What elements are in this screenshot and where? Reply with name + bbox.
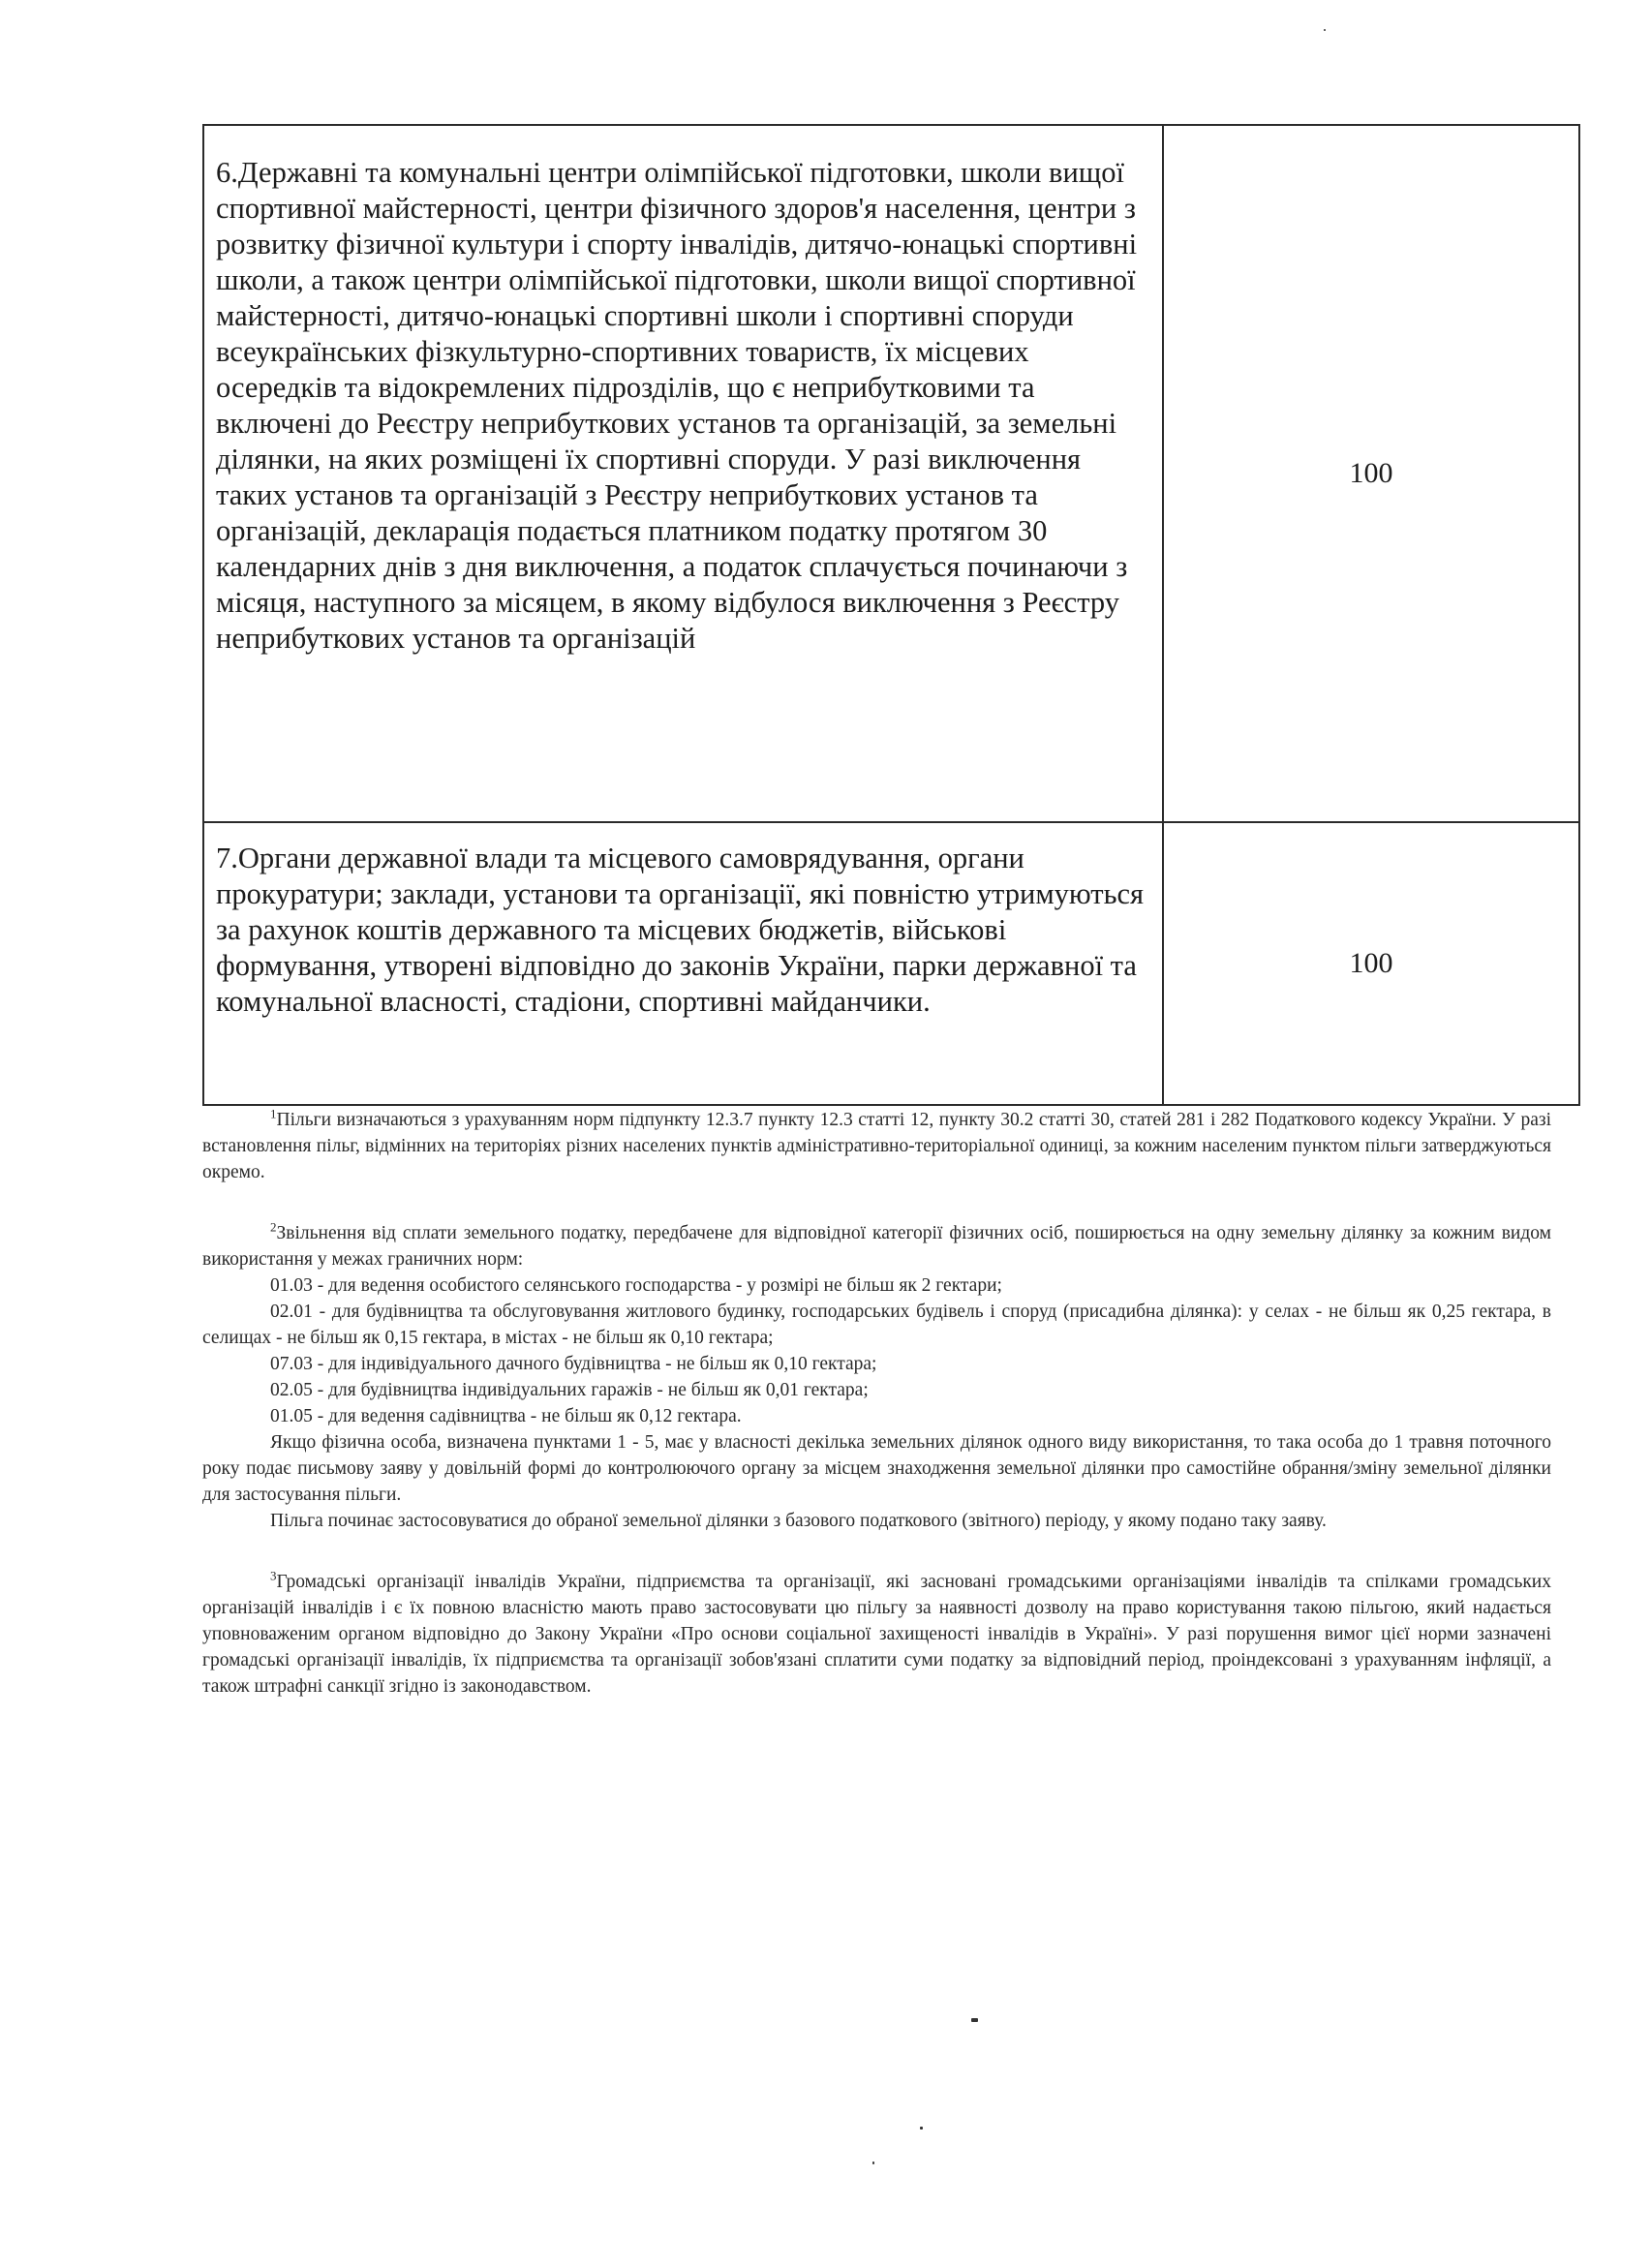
list-item: 02.05 - для будівництва індивідуальних гаражів - не більш як 0,01 гектара; <box>270 1380 869 1400</box>
benefit-category-table <box>202 124 1580 1106</box>
percent-cell: 100 <box>1163 822 1579 1105</box>
category-cell: 6.Державні та комунальні центри олімпійської підготовки, школи вищої спортивної майстерності, центри фізичного здоров'я населення, центри з розвитку фізичної культури і спорту інвалідів, дитячо-юнацькі спортивні школи, а також центри олімпійської підготовки, школи вищої спортивної майстерності, дитячо-юнацькі спортивні школи і спортивні споруди всеукраїнських фізкультурно-спортивних товариств, їх місцевих осередків та відокремлених підрозділів, що є неприбутковими та включені до Реєстру неприбуткових установ та організацій, за земельні ділянки, на яких розміщені їх спортивні споруди. У разі виключення таких установ та організацій з Реєстру неприбуткових установ та організацій, декларація подається платником податку протягом 30 календарних днів з дня виключення, а податок сплачується починаючи з місяця, наступного за місяцем, в якому відбулося виключення з Реєстру неприбуткових установ та організацій <box>203 125 1163 822</box>
table-row <box>203 125 1579 822</box>
scan-speck <box>971 2018 978 2022</box>
category-cell: 7.Органи державної влади та місцевого самоврядування, органи прокуратури; заклади, установи та організації, які повністю утримуються за рахунок коштів державного та місцевих бюджетів, військові формування, утворені відповідно до законів України, парки державної та комунальної власності, стадіони, спортивні майданчики. <box>203 822 1163 1105</box>
list-item: 02.01 - для будівництва та обслуговування житлового будинку, господарських будівель і споруд (присадибна ділянка): у селах - не більш як 0,25 гектара, в селищах - не більш як 0,15 гектара, в містах - не більш як 0,10 гектара; <box>202 1302 1551 1348</box>
footnote-1 <box>202 1107 1551 1185</box>
paragraph-multiple-plots: Якщо фізична особа, визначена пунктами 1 - 5, має у власності декілька земельних ділянок одного виду використання, то така особа до 1 травня поточного року подає письмову заяву у довільній формі до контролюючого органу за місцем знаходження земельної ділянки про самостійне обрання/зміну земельної ділянки для застосування пільги. <box>202 1432 1551 1505</box>
paragraph-benefit-start: Пільга починає застосовуватися до обраної земельної ділянки з базового податкового (звітного) періоду, у якому подано таку заяву. <box>270 1511 1327 1531</box>
footnote-text: Звільнення від сплати земельного податку, передбачене для відповідної категорії фізичних осіб, поширюється на одну земельну ділянку за кожним видом використання у межах граничних норм: <box>202 1223 1551 1270</box>
footnote-text: Громадські організації інвалідів України, підприємства та організації, які засновані громадськими організаціями інвалідів та спілками громадських організацій інвалідів і є їх повною власністю мають право застосовувати цю пільгу за наявності дозволу на право користування такою пільгою, який надається уповноваженим органом відповідно до Закону України «Про основи соціальної захищеності інвалідів в Україні». У разі порушення вимог цієї норми зазначені громадські організації інвалідів, їх підприємства та організації зобов'язані сплатити суми податку за відповідний період, проіндексовані з урахуванням інфляції, а також штрафні санкції згідно із законодавством. <box>202 1572 1551 1697</box>
footnote-mark: 3 <box>270 1568 277 1583</box>
scan-speck <box>920 2127 923 2130</box>
footnote-mark: 2 <box>270 1219 277 1235</box>
footnote-2 <box>202 1220 1551 1272</box>
list-item: 01.05 - для ведення садівництва - не більш як 0,12 гектара. <box>270 1406 742 1426</box>
percent-cell: 100 <box>1163 125 1579 822</box>
footnote-3 <box>202 1569 1551 1700</box>
scan-speck <box>1324 29 1326 31</box>
list-item: 07.03 - для індивідуального дачного будівництва - не більш як 0,10 гектара; <box>270 1354 877 1374</box>
footnotes <box>202 1107 1551 1700</box>
list-item: 01.03 - для ведення особистого селянського господарства - у розмірі не більш як 2 гектари; <box>270 1275 1002 1296</box>
table-row <box>203 822 1579 1105</box>
scan-speck <box>872 2161 874 2164</box>
footnote-text: Пільги визначаються з урахуванням норм підпункту 12.3.7 пункту 12.3 статті 12, пункту 30.2 статті 30, статей 281 і 282 Податкового кодексу України. У разі встановлення пільг, відмінних на територіях різних населених пунктів адміністративно-територіальної одиниці, за кожним населеним пунктом пільги затверджуються окремо. <box>202 1110 1551 1182</box>
footnote-mark: 1 <box>270 1106 277 1121</box>
